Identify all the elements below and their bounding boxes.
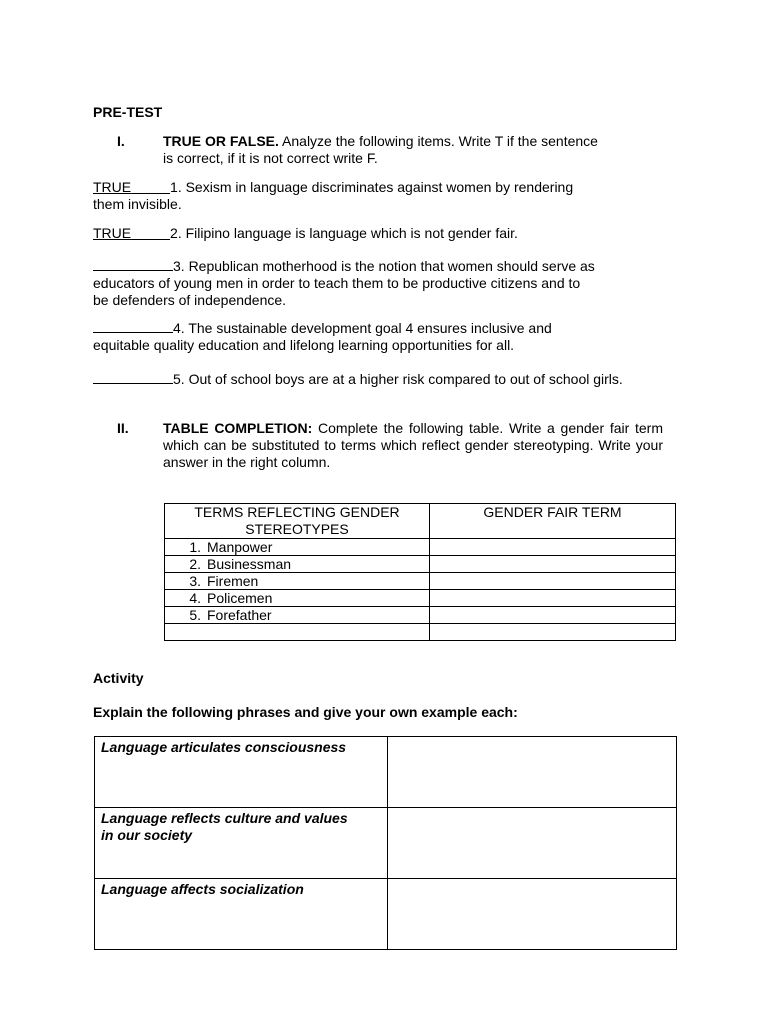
term: Businessman [207,556,292,572]
section2-numeral: II. [117,420,129,436]
table-row: 4. Policemen [165,590,676,607]
table-row: 5. Forefather [165,607,676,624]
activity-table [94,736,677,950]
col1-header: TERMS REFLECTING GENDER STEREOTYPES [165,504,430,539]
activity-instruction: Explain the following phrases and give your own example each: [93,704,518,720]
gender-terms-table [164,503,676,641]
item-text: educators of young men in order to teach them to be productive citizens and to [93,275,581,291]
tf-item-5 [93,370,623,388]
section2-instruction-2: term which can be substituted to terms which reflect gender [163,420,663,453]
item-text: 2. Filipino language is language which is not gender fair. [170,225,518,241]
section2-heading: TABLE COMPLETION: [163,420,313,436]
answer-cell[interactable] [430,573,676,590]
section1-instruction-2: is correct, if it is not correct write F. [163,150,378,166]
term: Policemen [207,590,273,606]
section1-instructions [163,133,673,167]
phrase-cell: Language articulates consciousness [95,737,388,808]
tf-item-2 [93,225,518,242]
empty-cell[interactable] [165,624,430,641]
item-text: be defenders of independence. [93,292,287,308]
col2-header: GENDER FAIR TERM [430,504,676,539]
table-row: 3. Firemen [165,573,676,590]
answer-blank-1[interactable]: TRUE [93,179,132,195]
table-row-empty [165,624,676,641]
answer-blank-4[interactable] [93,319,173,333]
table-row: 1. Manpower [165,539,676,556]
item-text: 4. The sustainable development goal 4 ensures inclusive and [173,320,552,336]
phrase-cell: Language affects socialization [95,879,388,950]
section1-heading: TRUE OR FALSE. [163,133,279,149]
answer-blank-2[interactable]: TRUE [93,225,132,241]
answer-cell[interactable] [430,556,676,573]
item-text: equitable quality education and lifelong learning opportunities for all. [93,337,515,353]
tf-item-3 [93,257,595,309]
item-text: 3. Republican motherhood is the notion that women should serve as [173,258,595,274]
answer-blank-3[interactable] [93,257,173,271]
table-row: 2. Businessman [165,556,676,573]
activity-heading: Activity [93,670,144,686]
section1-numeral: I. [117,133,125,149]
term: Forefather [207,607,272,623]
item-text: them invisible. [93,196,182,212]
item-text: 1. Sexism in language discriminates against women by rendering [170,179,574,195]
empty-cell[interactable] [430,624,676,641]
tf-item-4 [93,319,552,354]
item-text: 5. Out of school boys are at a higher risk compared to out of school girls. [173,371,623,387]
explanation-cell[interactable] [388,879,677,950]
term: Manpower [207,539,273,555]
explanation-cell[interactable] [388,737,677,808]
answer-cell[interactable] [430,590,676,607]
term: Firemen [207,573,259,589]
section1-instruction-1: Analyze the following items. Write T if the sentence [282,133,598,149]
activity-row [95,737,677,808]
table-header-row [165,504,676,539]
answer-cell[interactable] [430,607,676,624]
section2-instruction-3: stereotyping. Write your answer in the right column. [163,437,663,470]
page-title: PRE-TEST [93,104,163,120]
activity-row [95,879,677,950]
explanation-cell[interactable] [388,808,677,879]
section2-instruction-1: Complete the following table. Write a gender fair [318,420,630,436]
answer-blank-5[interactable] [93,370,173,384]
tf-item-1 [93,179,573,213]
activity-row [95,808,677,879]
section2-instructions [163,420,663,471]
answer-cell[interactable] [430,539,676,556]
phrase-cell: Language reflects culture and values in our society [95,808,388,879]
